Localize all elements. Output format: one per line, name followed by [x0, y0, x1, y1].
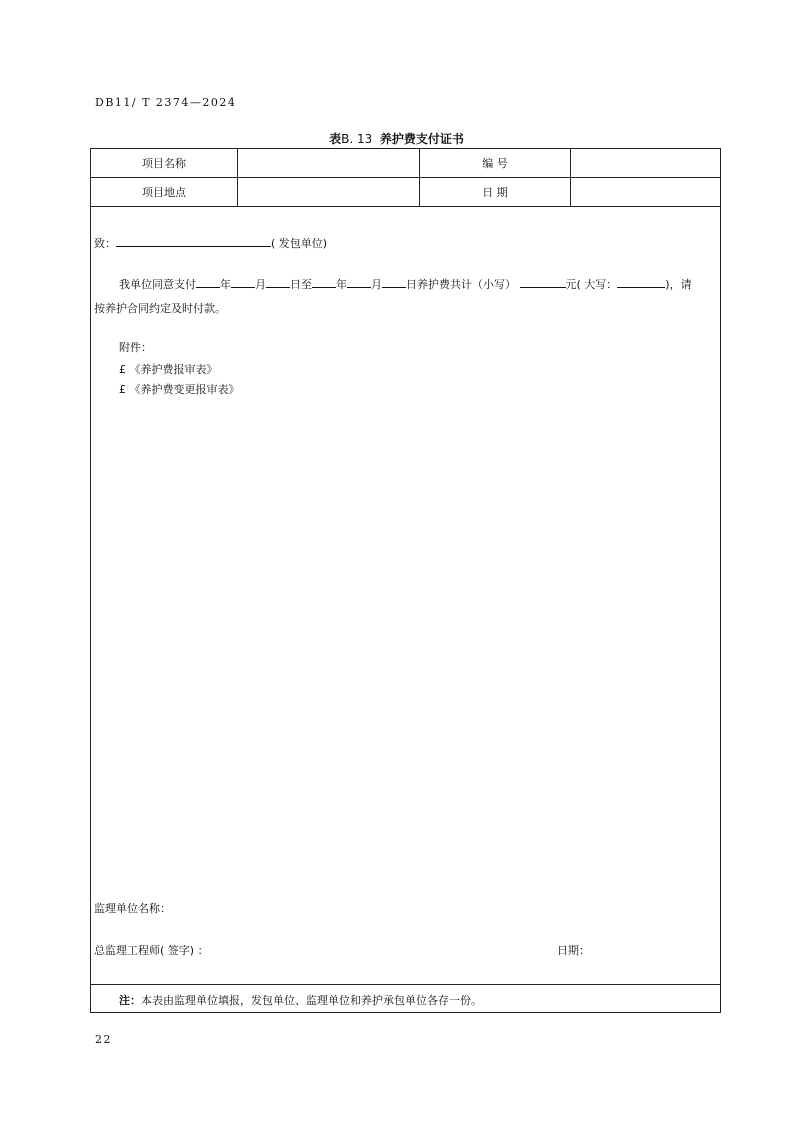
- end-year-blank[interactable]: [312, 277, 336, 288]
- end-month-blank[interactable]: [347, 277, 371, 288]
- payment-statement-start: 我单位同意支付: [119, 278, 196, 291]
- start-month-blank[interactable]: [231, 277, 255, 288]
- row-divider: [91, 206, 720, 207]
- sign-date-label: 日期：: [557, 944, 590, 957]
- table-title-number: B. 13: [341, 132, 373, 146]
- project-name-label: 项目名称: [142, 157, 186, 170]
- amount-uppercase-blank[interactable]: [617, 277, 665, 288]
- date-label: 日 期: [482, 186, 508, 199]
- standard-code: DB11/ T 2374—2024: [95, 96, 237, 109]
- payment-statement-line1: [119, 276, 692, 292]
- month-label: 月: [255, 278, 266, 291]
- start-day-blank[interactable]: [266, 277, 290, 288]
- day-to-label: 日至: [290, 278, 312, 291]
- project-name-field[interactable]: [238, 149, 419, 177]
- to-suffix: ( 发包单位): [271, 237, 328, 250]
- certificate-form: [90, 148, 721, 1013]
- end-day-blank[interactable]: [382, 277, 406, 288]
- note-label: 注：: [119, 994, 141, 1007]
- checkbox[interactable]: £: [119, 383, 126, 396]
- project-location-field[interactable]: [238, 178, 419, 206]
- attachments-label: 附件：: [119, 341, 152, 354]
- number-label: 编 号: [482, 157, 508, 170]
- payment-statement-line2: 按养护合同约定及时付款。: [94, 302, 226, 315]
- attachment-item: [119, 361, 218, 377]
- project-location-label: 项目地点: [142, 186, 186, 199]
- month-label: 月: [371, 278, 382, 291]
- attachment-text: 《养护费报审表》: [129, 363, 218, 376]
- amount-lowercase-blank[interactable]: [520, 277, 566, 288]
- chief-engineer-label: 总监理工程师( 签字) ：: [94, 944, 209, 957]
- table-title-prefix: 表: [329, 132, 342, 146]
- table-title: [0, 130, 793, 147]
- attachment-item: [119, 381, 240, 397]
- start-year-blank[interactable]: [196, 277, 220, 288]
- addressee-line: [94, 235, 327, 251]
- amount-uppercase-label: 元( 大写：: [565, 278, 618, 291]
- please-label: )，请: [665, 278, 692, 291]
- year-label: 年: [220, 278, 231, 291]
- checkbox[interactable]: £: [119, 363, 126, 376]
- fee-total-label: 日养护费共计（小写）: [406, 278, 516, 291]
- note-divider: [91, 984, 720, 985]
- page-number: 22: [95, 1033, 112, 1046]
- attachment-text: 《养护费变更报审表》: [129, 383, 240, 396]
- addressee-blank[interactable]: [116, 236, 271, 247]
- note: [119, 992, 482, 1008]
- number-field[interactable]: [571, 149, 721, 177]
- to-prefix: 致：: [94, 237, 116, 250]
- supervisor-unit-label: 监理单位名称：: [94, 902, 171, 915]
- table-title-text: 养护费支付证书: [379, 132, 464, 146]
- year-label: 年: [336, 278, 347, 291]
- date-field[interactable]: [571, 178, 721, 206]
- note-text: 本表由监理单位填报，发包单位、监理单位和养护承包单位各存一份。: [141, 994, 482, 1007]
